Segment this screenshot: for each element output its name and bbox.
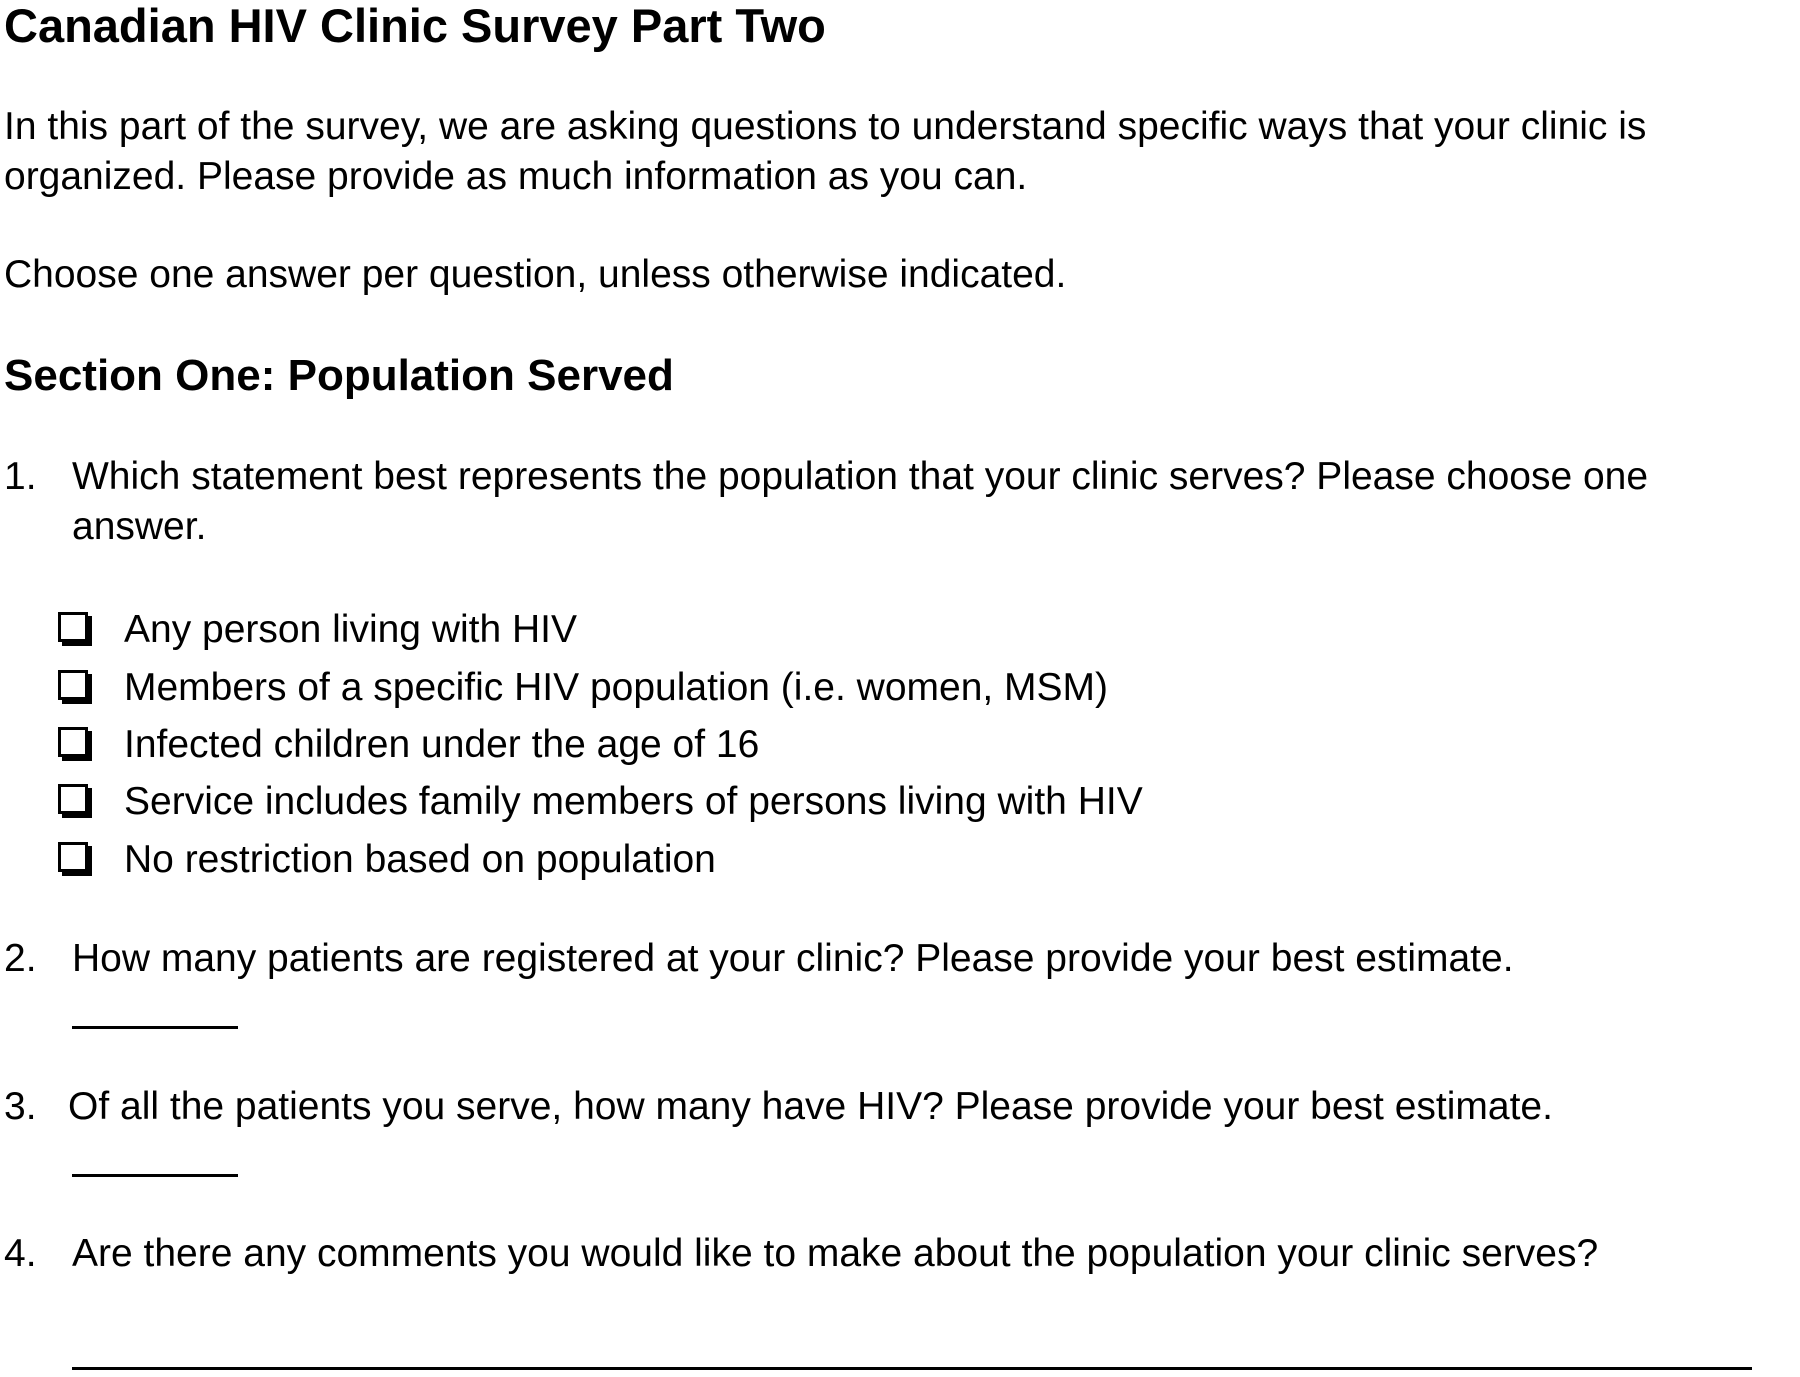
answer-blank[interactable] [72, 1174, 238, 1177]
option-label: Service includes family members of persons living with HIV [124, 780, 1143, 823]
checkbox[interactable] [58, 842, 88, 872]
option-label: Members of a specific HIV population (i.e. women, MSM) [124, 666, 1109, 709]
section-heading: Section One: Population Served [4, 351, 674, 400]
option-label: No restriction based on population [124, 838, 716, 881]
intro-line-1: In this part of the survey, we are asking questions to understand specific ways that your clinic is [4, 105, 1647, 148]
question-text: Which statement best represents the population that your clinic serves? Please choose one [72, 455, 1649, 498]
checkbox[interactable] [58, 727, 88, 757]
question-text: How many patients are registered at your clinic? Please provide your best estimate. [72, 937, 1514, 980]
checkbox[interactable] [58, 670, 88, 700]
question-text-continued: answer. [72, 505, 207, 548]
checkbox[interactable] [58, 612, 88, 642]
question-text: Of all the patients you serve, how many have HIV? Please provide your best estimate. [68, 1085, 1553, 1128]
answer-blank[interactable] [72, 1026, 238, 1029]
question-number: 4. [4, 1232, 37, 1275]
checkbox[interactable] [58, 784, 88, 814]
question-text: Are there any comments you would like to make about the population your clinic serves? [72, 1232, 1599, 1275]
question-number: 3. [4, 1085, 37, 1128]
intro-line-2: organized. Please provide as much information as you can. [4, 155, 1028, 198]
comment-line[interactable] [72, 1367, 1752, 1370]
instruction-text: Choose one answer per question, unless otherwise indicated. [4, 253, 1067, 296]
question-number: 1. [4, 455, 37, 498]
option-label: Infected children under the age of 16 [124, 723, 760, 766]
option-label: Any person living with HIV [124, 608, 578, 651]
survey-title: Canadian HIV Clinic Survey Part Two [4, 0, 826, 52]
question-number: 2. [4, 937, 37, 980]
